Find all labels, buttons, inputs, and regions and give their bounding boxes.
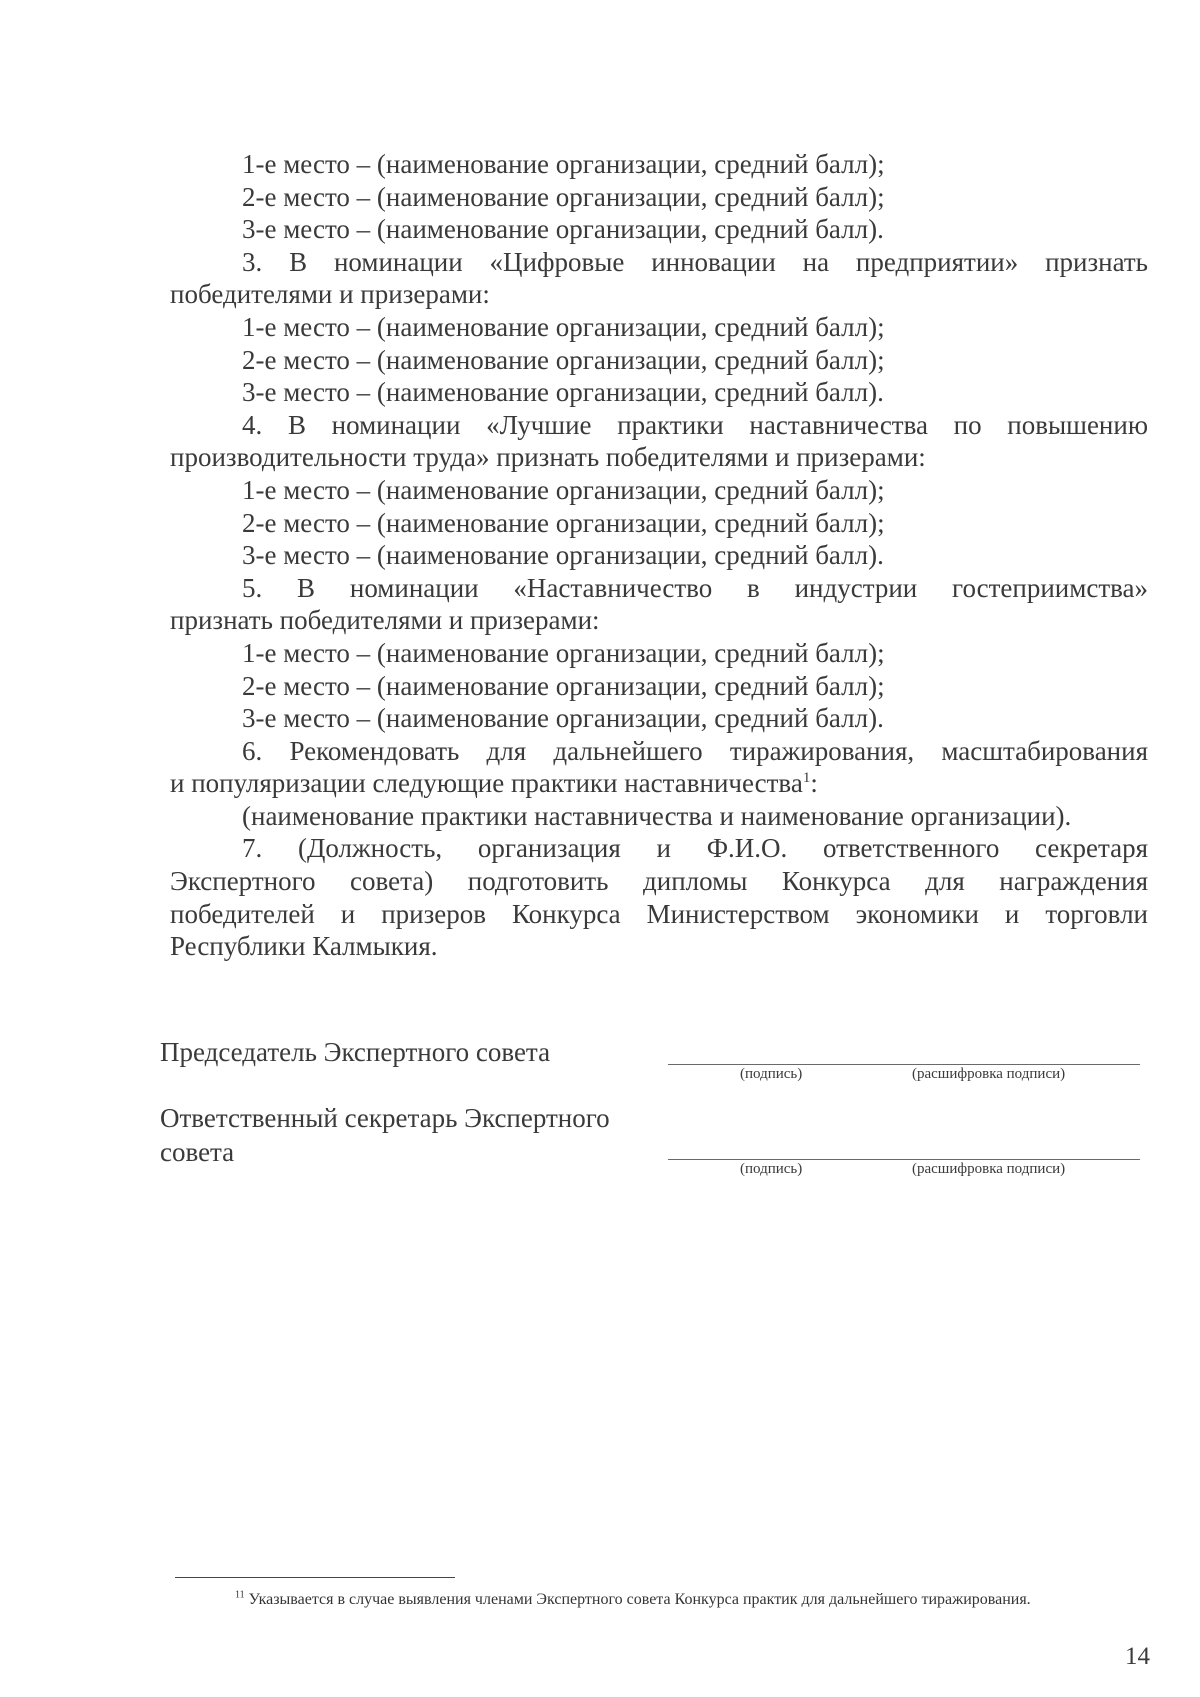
footnote-text: Указывается в случае выявления членами Экспертного совета Конкурса практик для дальнейшего тиражирования. [248,1591,1031,1608]
secretary-label-line-2: совета [160,1137,235,1167]
place-line: 3-е место – (наименование организации, средний балл). [242,540,884,571]
place-line: 2-е место – (наименование организации, средний балл); [242,181,885,212]
page-number: 14 [1125,1643,1150,1670]
place-line: 2-е место – (наименование организации, средний балл); [242,670,885,701]
item-4-heading: 4. В номинации «Лучшие практики наставничества по повышению [242,409,1148,440]
item-7-line-3: победителей и призеров Конкурса Министерством экономики и торговли [170,898,1148,929]
place-line: 1-е место – (наименование организации, средний балл); [242,637,885,668]
secretary-label-line-1: Ответственный секретарь Экспертного [160,1103,610,1133]
item-6-continuation: и популяризации следующие практики наставничества$^1$: [170,768,818,799]
document-body [170,148,1148,963]
item-3-continuation: победителями и призерами: [170,279,490,310]
item-3-heading: 3. В номинации «Цифровые инновации на предприятии» признать [242,246,1148,277]
item-5-continuation: признать победителями и призерами: [170,605,600,636]
place-line: 2-е место – (наименование организации, средний балл); [242,344,885,375]
item-7-line-1: 7. (Должность, организация и Ф.И.О. ответственного секретаря [242,833,1148,864]
place-line: 1-е место – (наименование организации, средний балл); [242,149,885,179]
chair-signature-caption: (подпись) [740,1066,803,1082]
chair-decode-caption: (расшифровка подписи) [912,1066,1066,1082]
footnote-separator [175,1577,455,1578]
item-7-line-4: Республики Калмыкия. [170,931,438,962]
item-5-heading: 5. В номинации «Наставничество в индустрии гостеприимства» [242,572,1148,603]
place-line: 3-е место – (наименование организации, средний балл). [242,214,884,245]
place-line: 1-е место – (наименование организации, средний балл); [242,474,885,505]
chair-signature-line [668,1064,1140,1065]
place-line: 2-е место – (наименование организации, средний балл); [242,507,885,538]
secretary-signature-line [668,1159,1140,1160]
item-6-practice-line: (наименование практики наставничества и наименование организации). [242,800,1072,831]
place-line: 3-е место – (наименование организации, средний балл). [242,377,884,408]
footnote [175,1588,1150,1612]
place-line: 3-е место – (наименование организации, средний балл). [242,703,884,734]
secretary-signature-caption: (подпись) [740,1161,803,1177]
secretary-decode-caption: (расшифровка подписи) [912,1161,1066,1177]
footnote-marker: 11 [235,1589,245,1601]
item-6-heading: 6. Рекомендовать для дальнейшего тиражирования, масштабирования [242,735,1148,766]
footnote-reference: 1 [802,770,811,787]
place-line: 1-е место – (наименование организации, средний балл); [242,311,885,342]
item-7-line-2: Экспертного совета) подготовить дипломы Конкурса для награждения [170,866,1148,897]
chair-label: Председатель Экспертного совета [160,1037,551,1067]
item-4-continuation: производительности труда» признать победителями и призерами: [170,442,926,473]
